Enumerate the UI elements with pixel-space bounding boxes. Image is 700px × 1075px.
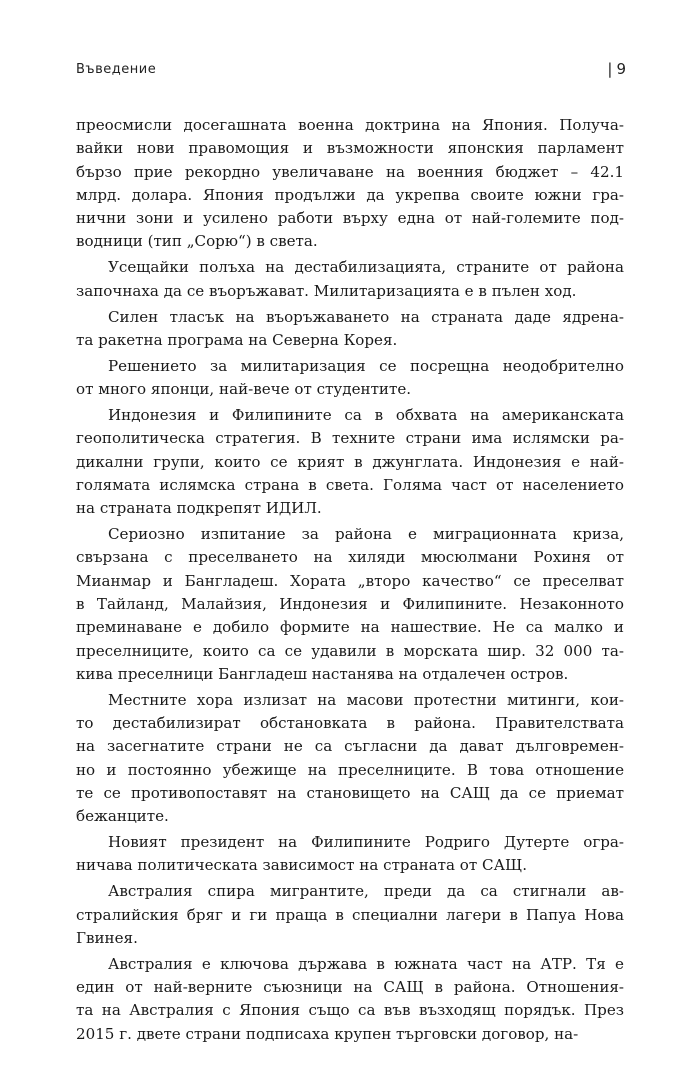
text-line: един от най-верните съюзници на САЩ в района. Отношения-	[76, 978, 624, 997]
paragraph	[76, 114, 624, 254]
text-line: голямата ислямска страна в света. Голяма част от населението	[76, 475, 624, 494]
text-line: Новият президент на Филипините Родриго Дутерте огра-	[108, 833, 624, 852]
text-line: Сериозно изпитание за района е миграционната криза,	[108, 525, 624, 544]
text-line: то дестабилизират обстановката в района. Правителствата	[76, 713, 624, 732]
text-line: на страната подкрепят ИДИЛ.	[76, 499, 322, 518]
text-line: Мианмар и Бангладеш. Хората „второ качество“ се преселват	[76, 571, 624, 590]
text-line: Австралия спира мигрантите, преди да са стигнали ав-	[108, 882, 624, 901]
text-line: от много японци, най-вече от студентите.	[76, 380, 412, 399]
text-line: дикални групи, които се крият в джунглата. Индонезия е най-	[76, 452, 624, 471]
text-line: бързо прие рекордно увеличаване на военния бюджет – 42.1	[76, 162, 624, 181]
page-number-separator: |	[607, 60, 613, 78]
text-line: Индонезия и Филипините са в обхвата на американската	[108, 405, 624, 424]
text-line: Решението за милитаризация се посрещна неодобрително	[108, 356, 624, 375]
text-line: Усещайки полъха на дестабилизацията, страните от района	[108, 258, 624, 277]
text-line: ничава политическата зависимост на страната от САЩ.	[76, 856, 528, 875]
text-line: та на Австралия с Япония също са във възходящ порядък. През	[76, 1001, 624, 1020]
text-line: стралийския бряг и ги праща в специални лагери в Папуа Нова	[76, 905, 624, 924]
text-line: та ракетна програма на Северна Корея.	[76, 330, 398, 349]
text-line: преосмисли досегашната военна доктрина на Япония. Получа-	[76, 116, 624, 134]
text-line: Австралия е ключова държава в южната част на АТР. Тя е	[108, 954, 624, 973]
text-line: геополитическа стратегия. В техните страни има ислямски ра-	[76, 429, 624, 448]
text-line: в Тайланд, Малайзия, Индонезия и Филипините. Незаконното	[76, 594, 624, 613]
text-line: Гвинея.	[76, 928, 138, 947]
paragraph	[76, 256, 624, 303]
text-line: преселниците, които са се удавили в морската шир. 32 000 та-	[76, 641, 624, 660]
text-line: преминаване е добило формите на нашествие. Не са малко и	[76, 618, 624, 637]
paragraph	[76, 523, 624, 686]
text-line: Местните хора излизат на масови протестни митинги, кои-	[108, 690, 624, 709]
text-line: нични зони и усилено работи върху една от най-големите под-	[76, 209, 624, 228]
text-line: бежанците.	[76, 807, 169, 826]
paragraph	[76, 831, 624, 878]
paragraph	[76, 355, 624, 402]
text-line: на засегнатите страни не са съгласни да дават дълговремен-	[76, 737, 624, 756]
running-header-title: Въведение	[76, 62, 157, 77]
text-line: водници (тип „Сорю“) в света.	[76, 232, 318, 251]
page-number-block	[607, 60, 626, 78]
text-line: Силен тласък на въоръжаването на страната даде ядрена-	[108, 307, 624, 326]
text-line: вайки нови правомощия и възможности японския парламент	[76, 139, 624, 158]
text-line: млрд. долара. Япония продължи да укрепва своите южни гра-	[76, 185, 624, 204]
paragraph	[76, 404, 624, 520]
text-line: 2015 г. двете страни подписаха крупен търговски договор, на-	[76, 1024, 579, 1043]
paragraph	[76, 306, 624, 353]
text-line: но и постоянно убежище на преселниците. В това отношение	[76, 760, 624, 779]
paragraph	[76, 953, 624, 1046]
text-line: започнаха да се въоръжават. Милитаризацията е в пълен ход.	[76, 281, 577, 300]
text-line: свързана с преселването на хиляди мюсюлмани Рохиня от	[76, 548, 624, 567]
text-line: кива преселници Бангладеш настанява на отдалечен остров.	[76, 664, 569, 683]
paragraph	[76, 689, 624, 829]
text-line: те се противопоставят на становището на САЩ да се приемат	[76, 783, 624, 802]
paragraph	[76, 880, 624, 950]
page-number: 9	[616, 60, 626, 78]
body-text	[76, 114, 624, 1049]
